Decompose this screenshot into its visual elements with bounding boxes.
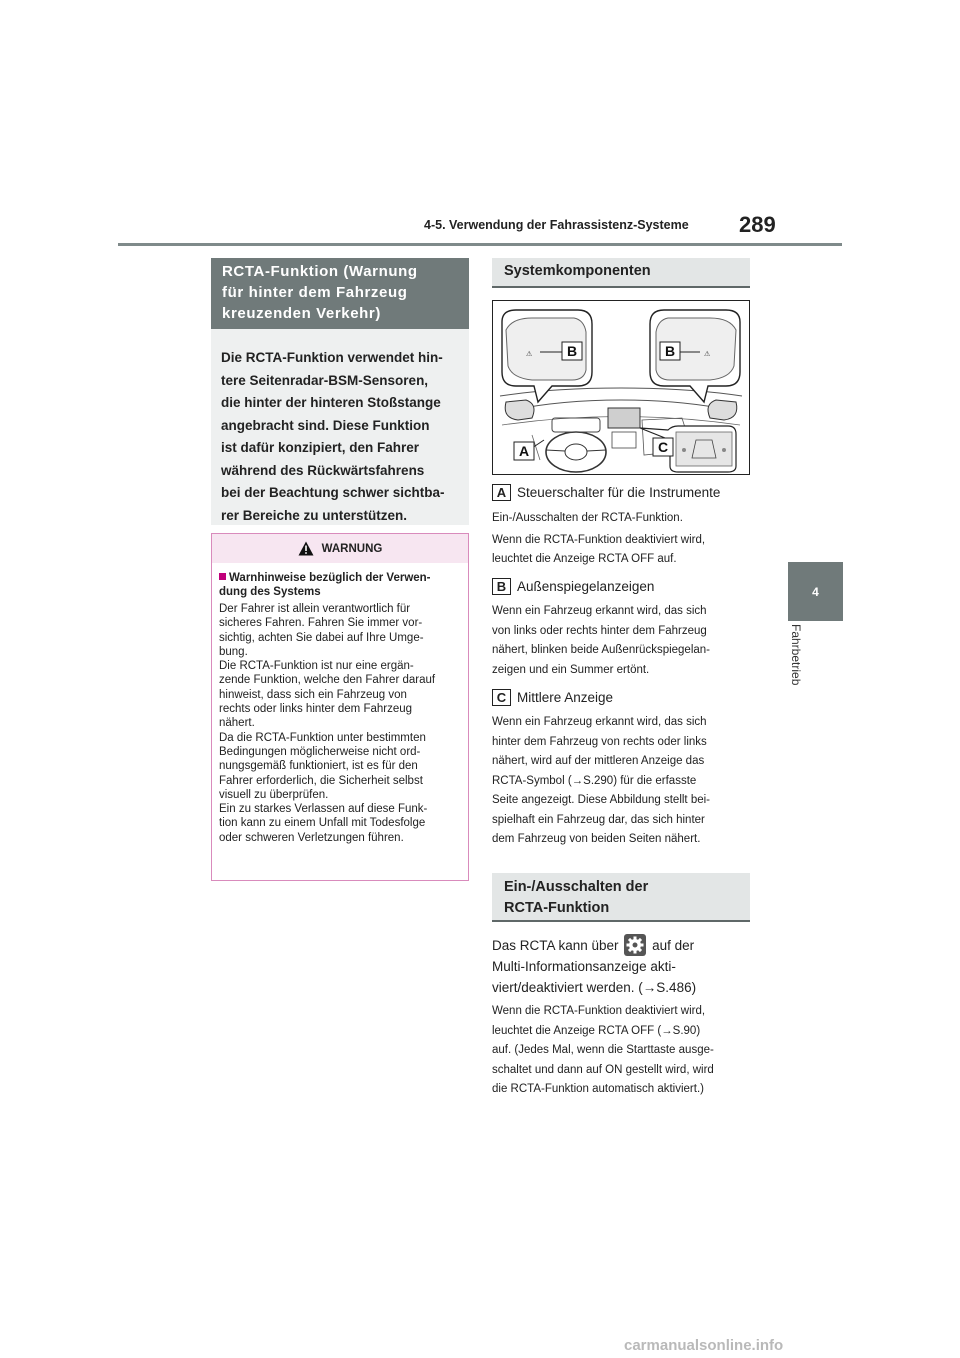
warning-line: oder schweren Verletzungen führen. (219, 831, 404, 844)
chapter-tab: 4 (788, 562, 843, 621)
item-a-title: Steuerschalter für die Instrumente (517, 485, 721, 500)
warning-line: sichtig, achten Sie dabei auf Ihre Umge- (219, 631, 424, 644)
running-header-section: 4-5. Verwendung der Fahrassistenz-Systeme (424, 218, 689, 232)
warning-line: nungsgemäß funktioniert, ist es für den (219, 760, 418, 773)
warning-line: Da die RCTA-Funktion unter bestimmten (219, 731, 426, 744)
onoff-text-part1: Das RCTA kann über (492, 938, 619, 953)
item-b-text (492, 602, 750, 680)
intro-line: während des Rückwärtsfahrens (221, 462, 425, 478)
item-a-line: Ein-/Ausschalten der RCTA-Funktion. (492, 512, 683, 524)
title-line: für hinter dem Fahrzeug (222, 284, 408, 301)
onoff-note-line: schaltet und dann auf ON gestellt wird, wird (492, 1063, 714, 1076)
item-a-title-row (492, 484, 720, 501)
warning-header (212, 534, 468, 563)
item-c-line: hinter dem Fahrzeug von rechts oder links (492, 735, 707, 748)
item-c-line: spielhaft ein Fahrzeug dar, das sich hinter (492, 813, 705, 826)
rcta-section-title (211, 258, 469, 329)
item-b-line: nähert, blinken beide Außenrückspiegelan- (492, 644, 711, 656)
svg-text:⚠: ⚠ (526, 350, 533, 358)
item-a-line: Wenn die RCTA-Funktion deaktiviert wird, (492, 533, 706, 546)
svg-text:⚠: ⚠ (704, 350, 711, 358)
item-b-line: zeigen und ein Summer ertönt. (492, 663, 650, 676)
figure-label-a: A (518, 443, 530, 459)
onoff-note-line: leuchtet die Anzeige RCTA OFF (→S.90) (492, 1024, 701, 1037)
bullet-square-icon (219, 573, 226, 580)
warning-line: Fahrer erforderlich, die Sicherheit selbst (219, 774, 423, 787)
header-rule (118, 243, 842, 246)
title-line: RCTA-Funktion (Warnung (222, 263, 418, 280)
watermark-text: carmanualsonline.info (624, 1337, 784, 1354)
item-a-line: leuchtet die Anzeige RCTA OFF auf. (492, 553, 677, 565)
onoff-text-line3: viert/deaktiviert werden. (→S.486) (492, 980, 697, 995)
title-line: kreuzenden Verkehr) (222, 305, 381, 322)
figure-label-c: C (657, 439, 669, 455)
item-c-line: nähert, wird auf der mittleren Anzeige das (492, 755, 705, 767)
warning-line: hinweist, dass sich ein Fahrzeug von (219, 688, 407, 701)
item-b-badge: B (492, 578, 511, 595)
intro-line: ist dafür konzipiert, den Fahrer (221, 440, 420, 455)
subheading-line: Warnhinweise bezüglich der Verwen- (229, 572, 431, 584)
components-title: Systemkomponenten (492, 258, 750, 288)
intro-line: angebracht sind. Diese Funktion (221, 417, 430, 433)
warning-line: sicheres Fahren. Fahren Sie immer vor- (219, 617, 423, 630)
item-c-line: Wenn ein Fahrzeug erkannt wird, das sich (492, 716, 707, 728)
item-a-text (492, 509, 750, 570)
figure-label-b-right: B (664, 343, 676, 359)
intro-line: rer Bereiche zu unterstützen. (221, 507, 408, 523)
onoff-section-title (492, 873, 750, 922)
onoff-title-line: RCTA-Funktion (504, 900, 610, 916)
item-c-badge: C (492, 689, 511, 706)
intro-line: bei der Beachtung schwer sichtba- (221, 485, 445, 500)
item-b-title: Außenspiegelanzeigen (517, 579, 655, 594)
warning-line: tion kann zu einem Unfall mit Todesfolge (219, 817, 426, 830)
intro-line: tere Seitenradar-BSM-Sensoren, (221, 372, 429, 388)
warning-line: nähert. (219, 717, 255, 730)
item-a-badge: A (492, 484, 511, 501)
warning-line: rechts oder links hinter dem Fahrzeug (219, 703, 413, 716)
item-c-line: dem Fahrzeug von beiden Seiten nähert. (492, 833, 701, 845)
warning-line: Bedingungen möglicherweise nicht ord- (219, 745, 421, 758)
intro-box (211, 329, 469, 525)
warning-line: Der Fahrer ist allein verantwortlich für (219, 603, 411, 615)
warning-line: Die RCTA-Funktion ist nur eine ergän- (219, 660, 414, 673)
warning-heading: WARNUNG (321, 542, 383, 555)
onoff-note (492, 1002, 750, 1100)
item-c-line: RCTA-Symbol (→S.290) für die erfasste (492, 774, 697, 787)
intro-line: die hinter der hinteren Stoßstange (221, 395, 441, 410)
warning-line: zende Funktion, welche den Fahrer darauf (219, 674, 436, 687)
settings-gear-icon (624, 934, 646, 956)
figure-label-b-left: B (566, 343, 578, 359)
onoff-title-line: Ein-/Ausschalten der (504, 879, 649, 895)
warning-text (219, 602, 465, 845)
warning-triangle-icon (298, 541, 314, 556)
onoff-text-line2: Multi-Informationsanzeige akti- (492, 959, 676, 974)
item-b-title-row (492, 578, 654, 595)
item-b-line: von links oder rechts hinter dem Fahrzeug (492, 624, 707, 637)
item-c-text (492, 713, 750, 850)
onoff-note-line: auf. (Jedes Mal, wenn die Starttaste ausge- (492, 1044, 714, 1056)
page-number: 289 (739, 212, 776, 237)
chapter-label: Fahrbetrieb (789, 624, 803, 686)
onoff-instruction (492, 934, 754, 998)
item-c-title-row (492, 689, 613, 706)
warning-line: Ein zu starkes Verlassen auf diese Funk- (219, 803, 428, 816)
item-c-title: Mittlere Anzeige (517, 690, 614, 705)
warning-subheading (219, 571, 473, 599)
dashboard-illustration (492, 300, 750, 475)
item-b-line: Wenn ein Fahrzeug erkannt wird, das sich (492, 605, 707, 617)
onoff-note-line: die RCTA-Funktion automatisch aktiviert.) (492, 1083, 704, 1095)
warning-box (211, 533, 469, 881)
intro-line: Die RCTA-Funktion verwendet hin- (221, 350, 443, 365)
warning-line: bung. (219, 645, 248, 658)
onoff-note-line: Wenn die RCTA-Funktion deaktiviert wird, (492, 1005, 706, 1017)
onoff-text-part2: auf der (652, 938, 695, 953)
item-c-line: Seite angezeigt. Diese Abbildung stellt bei- (492, 794, 711, 806)
subheading-line: dung des Systems (219, 586, 321, 598)
warning-line: visuell zu überprüfen. (219, 788, 329, 801)
